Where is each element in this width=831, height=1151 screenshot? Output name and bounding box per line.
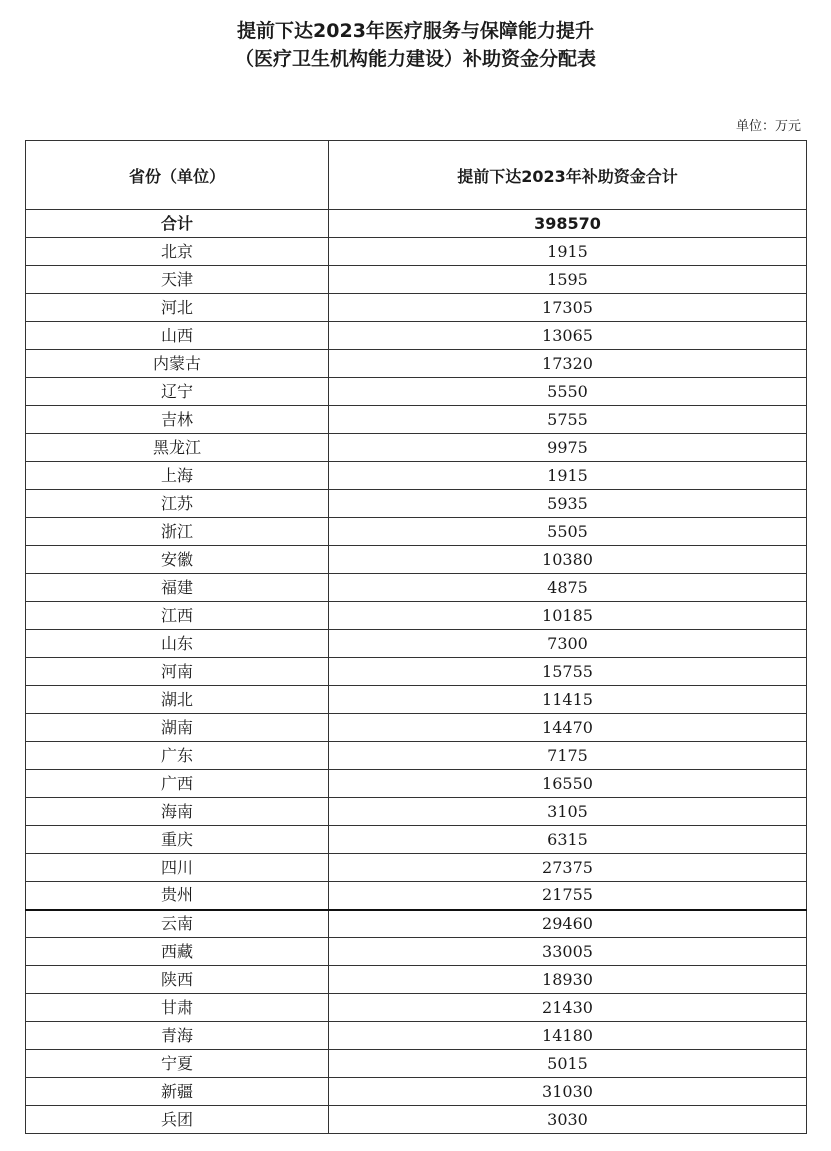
table-row (26, 910, 807, 938)
total-value: 398570 (329, 210, 807, 238)
table-row (26, 882, 807, 910)
province-amount: 14470 (329, 714, 807, 742)
table-row (26, 378, 807, 406)
title-line-1: 提前下达2023年医疗服务与保障能力提升 (237, 20, 594, 42)
province-name: 甘肃 (26, 994, 329, 1022)
header-amount: 提前下达2023年补助资金合计 (329, 141, 807, 210)
province-amount: 1595 (329, 266, 807, 294)
province-name: 湖南 (26, 714, 329, 742)
header-row (26, 141, 807, 210)
province-amount: 10185 (329, 602, 807, 630)
province-name: 湖北 (26, 686, 329, 714)
province-name: 广东 (26, 742, 329, 770)
province-amount: 1915 (329, 462, 807, 490)
province-amount: 16550 (329, 770, 807, 798)
province-amount: 17320 (329, 350, 807, 378)
province-name: 四川 (26, 854, 329, 882)
province-amount: 29460 (329, 910, 807, 938)
table-row (26, 938, 807, 966)
unit-note: 单位：万元 (735, 119, 801, 134)
table-row (26, 1106, 807, 1134)
province-amount: 5505 (329, 518, 807, 546)
province-amount: 27375 (329, 854, 807, 882)
table-row (26, 462, 807, 490)
province-name: 山东 (26, 630, 329, 658)
province-amount: 11415 (329, 686, 807, 714)
province-amount: 33005 (329, 938, 807, 966)
province-name: 浙江 (26, 518, 329, 546)
table-row (26, 630, 807, 658)
table-row (26, 294, 807, 322)
total-label: 合计 (26, 210, 329, 238)
province-name: 青海 (26, 1022, 329, 1050)
table-row (26, 798, 807, 826)
province-amount: 9975 (329, 434, 807, 462)
province-amount: 14180 (329, 1022, 807, 1050)
province-amount: 10380 (329, 546, 807, 574)
province-amount: 7175 (329, 742, 807, 770)
province-name: 广西 (26, 770, 329, 798)
allocation-table (25, 140, 807, 1134)
province-name: 江西 (26, 602, 329, 630)
title-line-2: （医疗卫生机构能力建设）补助资金分配表 (234, 48, 596, 70)
table-row (26, 994, 807, 1022)
province-name: 兵团 (26, 1106, 329, 1134)
province-name: 河南 (26, 658, 329, 686)
province-amount: 21430 (329, 994, 807, 1022)
province-amount: 3030 (329, 1106, 807, 1134)
table-row (26, 1022, 807, 1050)
table-row (26, 434, 807, 462)
province-name: 河北 (26, 294, 329, 322)
table-row (26, 490, 807, 518)
table-row (26, 238, 807, 266)
table-row (26, 350, 807, 378)
province-name: 贵州 (26, 882, 329, 910)
table-row (26, 658, 807, 686)
province-amount: 5755 (329, 406, 807, 434)
province-name: 吉林 (26, 406, 329, 434)
province-amount: 6315 (329, 826, 807, 854)
table-row (26, 518, 807, 546)
province-amount: 1915 (329, 238, 807, 266)
province-amount: 13065 (329, 322, 807, 350)
province-name: 山西 (26, 322, 329, 350)
province-amount: 31030 (329, 1078, 807, 1106)
table-row (26, 602, 807, 630)
province-name: 天津 (26, 266, 329, 294)
province-amount: 18930 (329, 966, 807, 994)
province-name: 安徽 (26, 546, 329, 574)
table-row (26, 854, 807, 882)
province-name: 内蒙古 (26, 350, 329, 378)
total-row (26, 210, 807, 238)
province-name: 福建 (26, 574, 329, 602)
table-row (26, 1050, 807, 1078)
table-row (26, 686, 807, 714)
table-row (26, 406, 807, 434)
table-row (26, 574, 807, 602)
province-name: 上海 (26, 462, 329, 490)
province-name: 海南 (26, 798, 329, 826)
province-name: 陕西 (26, 966, 329, 994)
table-row (26, 770, 807, 798)
province-amount: 3105 (329, 798, 807, 826)
table-row (26, 714, 807, 742)
table-row (26, 826, 807, 854)
province-name: 云南 (26, 910, 329, 938)
province-amount: 4875 (329, 574, 807, 602)
table-row (26, 266, 807, 294)
province-amount: 7300 (329, 630, 807, 658)
province-amount: 5015 (329, 1050, 807, 1078)
table-row (26, 1078, 807, 1106)
province-name: 重庆 (26, 826, 329, 854)
province-amount: 15755 (329, 658, 807, 686)
province-name: 江苏 (26, 490, 329, 518)
province-amount: 5935 (329, 490, 807, 518)
header-province: 省份（单位） (26, 141, 329, 210)
province-name: 新疆 (26, 1078, 329, 1106)
province-name: 北京 (26, 238, 329, 266)
table-row (26, 322, 807, 350)
province-amount: 21755 (329, 882, 807, 910)
table-row (26, 546, 807, 574)
province-amount: 5550 (329, 378, 807, 406)
province-name: 黑龙江 (26, 434, 329, 462)
province-name: 辽宁 (26, 378, 329, 406)
province-name: 宁夏 (26, 1050, 329, 1078)
province-name: 西藏 (26, 938, 329, 966)
table-row (26, 966, 807, 994)
table-row (26, 742, 807, 770)
province-amount: 17305 (329, 294, 807, 322)
